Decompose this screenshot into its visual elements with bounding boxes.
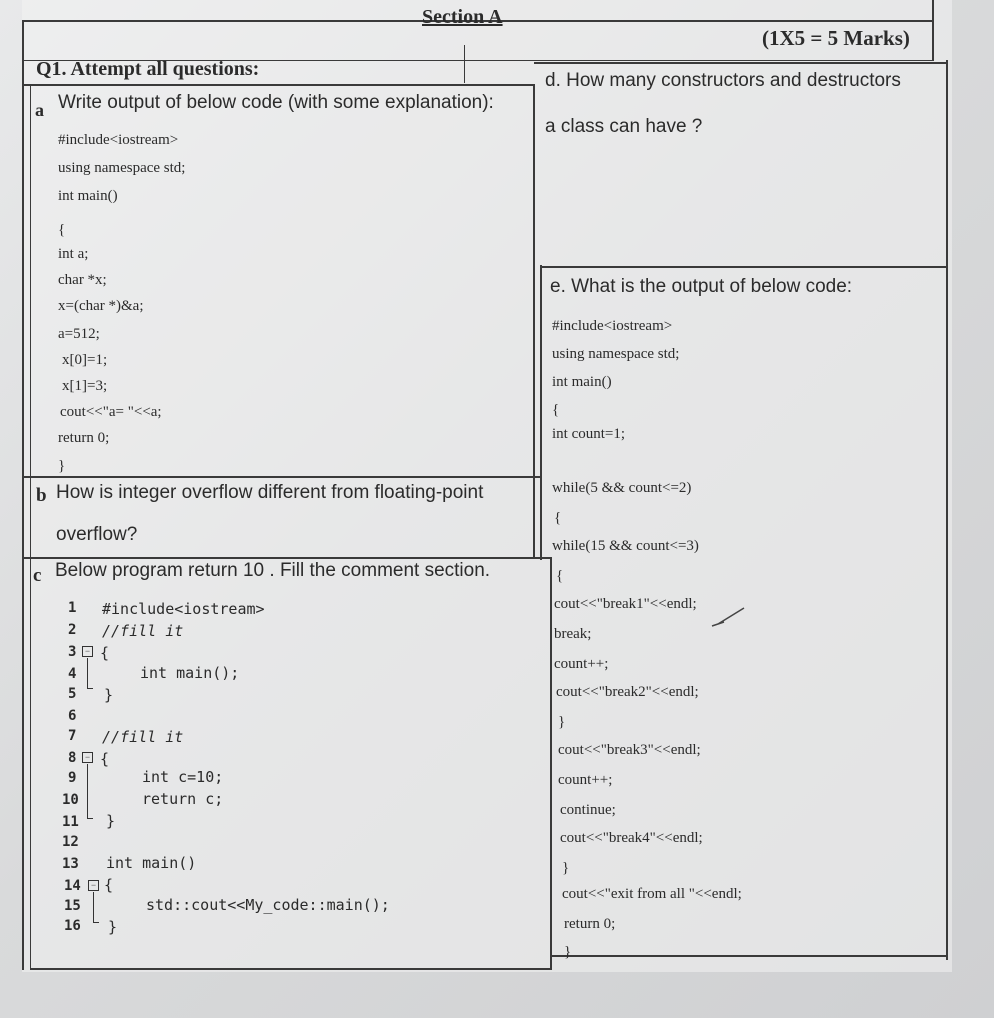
qc-line-number: 1 <box>68 600 77 616</box>
qd-top-rule <box>534 62 946 64</box>
qc-letter: c <box>33 565 42 586</box>
qc-line-text: //fill it <box>102 622 184 640</box>
border-left <box>22 20 24 970</box>
qe-prompt: e. What is the output of below code: <box>550 276 853 297</box>
qe-code-line: } <box>558 714 566 730</box>
question-row-rule <box>22 84 534 86</box>
qe-code-line: count++; <box>558 772 613 788</box>
qa-code-line: } <box>58 458 66 474</box>
column-divider-bottom <box>550 558 552 970</box>
fold-bracket <box>93 892 99 923</box>
fold-box-icon: − <box>82 646 93 657</box>
qa-code-line: #include<iostream> <box>58 132 179 148</box>
qa-code-line: using namespace std; <box>58 160 186 176</box>
qa-code-line: { <box>58 222 66 238</box>
fold-bracket <box>87 764 93 819</box>
qe-code-line: #include<iostream> <box>552 318 673 334</box>
qe-code-line: continue; <box>560 802 616 818</box>
qc-line-number: 10 <box>62 792 79 808</box>
border-bottom-right <box>552 955 948 957</box>
qe-code-line: int count=1; <box>552 426 626 442</box>
qa-qb-rule <box>22 476 542 478</box>
qc-line-text: { <box>100 750 110 768</box>
section-title: Section A <box>422 6 503 28</box>
qd-prompt-line1: d. How many constructors and destructors <box>545 70 901 91</box>
qc-line-text: } <box>104 686 114 704</box>
qa-code-line: char *x; <box>58 272 107 288</box>
qc-line-number: 12 <box>62 834 79 850</box>
qc-line-text: { <box>100 644 110 662</box>
qa-code-line: return 0; <box>58 430 110 446</box>
qe-code-line: cout<<"break1"<<endl; <box>554 596 697 612</box>
pen-tick-mark <box>710 604 746 630</box>
qc-line-text: int main(); <box>140 664 240 682</box>
qe-code-line: cout<<"break2"<<endl; <box>556 684 699 700</box>
qc-line-text: { <box>104 876 114 894</box>
qc-line-number: 2 <box>68 622 77 638</box>
qe-code-line: { <box>554 510 562 526</box>
qd-qe-rule <box>540 266 946 268</box>
inner-left-rule <box>30 85 31 970</box>
qe-code-line: cout<<"exit from all "<<endl; <box>562 886 742 902</box>
qa-letter: a <box>35 100 44 120</box>
qe-code-line: return 0; <box>564 916 616 932</box>
column-divider-lower <box>540 265 542 560</box>
qa-code-line: cout<<"a= "<<a; <box>60 404 162 420</box>
fold-box-icon: − <box>88 880 99 891</box>
border-right <box>932 0 934 60</box>
qb-prompt-line1: How is integer overflow different from floating-point <box>56 482 484 503</box>
qc-line-number: 14 <box>64 878 81 894</box>
qc-line-number: 4 <box>68 666 77 682</box>
qe-code-line: count++; <box>554 656 609 672</box>
qe-code-line: int main() <box>552 374 612 390</box>
qe-code-line: while(15 && count<=3) <box>552 538 699 554</box>
marks-label: (1X5 = 5 Marks) <box>762 26 910 50</box>
qe-code-line: } <box>562 860 570 876</box>
qc-line-text: } <box>108 918 118 936</box>
qa-code-line: int main() <box>58 188 118 204</box>
column-divider <box>533 84 535 559</box>
fold-box-icon: − <box>82 752 93 763</box>
qe-code-line: using namespace std; <box>552 346 680 362</box>
qa-code-line: int a; <box>58 246 89 262</box>
qc-line-number: 3 <box>68 644 77 660</box>
qb-prompt-line2: overflow? <box>56 524 138 545</box>
qc-line-text: int c=10; <box>142 768 224 786</box>
qc-line-text: return c; <box>142 790 224 808</box>
qc-line-number: 5 <box>68 686 77 702</box>
qb-letter: b <box>36 485 47 506</box>
border-bottom <box>30 968 552 970</box>
qc-line-number: 9 <box>68 770 77 786</box>
qa-code-line: x[1]=3; <box>62 378 108 394</box>
qa-prompt: Write output of below code (with some explanation): <box>58 92 494 113</box>
qc-line-text: //fill it <box>102 728 184 746</box>
qc-line-number: 13 <box>62 856 79 872</box>
qe-code-line: } <box>564 944 572 960</box>
qe-code-line: { <box>556 568 564 584</box>
fold-bracket <box>87 658 93 689</box>
qc-line-text: int main() <box>106 854 197 872</box>
qc-line-number: 15 <box>64 898 81 914</box>
qe-code-line: while(5 && count<=2) <box>552 480 692 496</box>
qc-line-number: 6 <box>68 708 77 724</box>
qc-prompt: Below program return 10 . Fill the comment section. <box>55 560 491 581</box>
border-right-lower <box>946 60 948 960</box>
qe-code-line: { <box>552 402 560 418</box>
qa-code-line: a=512; <box>58 326 100 342</box>
qd-prompt-line2: a class can have ? <box>545 116 703 137</box>
qc-line-text: #include<iostream> <box>102 600 265 618</box>
header-divider <box>464 45 465 83</box>
qc-line-number: 11 <box>62 814 79 830</box>
qa-code-line: x=(char *)&a; <box>58 298 144 314</box>
qe-code-line: cout<<"break4"<<endl; <box>560 830 703 846</box>
qc-line-number: 8 <box>68 750 77 766</box>
qe-code-line: break; <box>554 626 592 642</box>
qc-line-text: } <box>106 812 116 830</box>
qc-line-number: 7 <box>68 728 77 744</box>
qe-code-line: cout<<"break3"<<endl; <box>558 742 701 758</box>
qa-code-line: x[0]=1; <box>62 352 108 368</box>
qb-qc-rule <box>22 557 552 559</box>
qc-line-text: std::cout<<My_code::main(); <box>146 896 390 914</box>
question-title: Q1. Attempt all questions: <box>36 58 260 80</box>
qc-line-number: 16 <box>64 918 81 934</box>
